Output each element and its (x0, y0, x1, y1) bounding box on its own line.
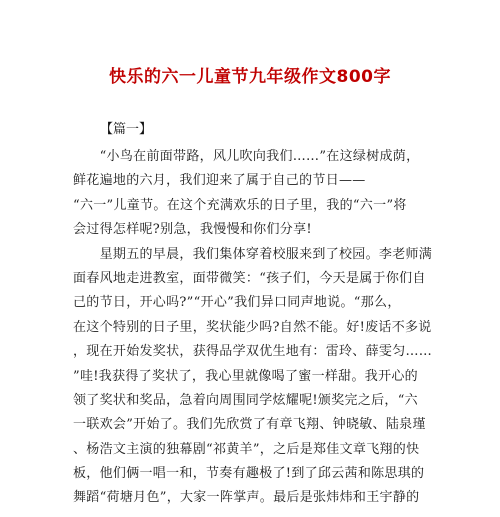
text-line: 鲜花遍地的六月，我们迎来了属于自己的节日—— (73, 173, 366, 189)
body-text (73, 145, 433, 511)
text-line: 会过得怎样呢?别急，我慢慢和你们分享! (73, 222, 312, 238)
text-line: 舞蹈“荷塘月色”，大家一阵掌声。最后是张炜炜和王宇静的 (73, 490, 420, 506)
text-line: 一联欢会”开始了。我们先欣赏了有章飞翔、钟晓敏、陆泉瑾 (73, 417, 426, 433)
text-line: 板，他们俩一唱一和，节奏有趣极了!到了邱云茜和陈思琪的 (73, 466, 425, 482)
text-line: ，现在开始发奖状，获得品学双优生地有：雷玲、薛雯匀…… (73, 344, 433, 360)
text-line: ”哇!我获得了奖状了，我心里就像喝了蜜一样甜。我开心的 (73, 368, 418, 384)
text-line: “六一”儿童节。在这个充满欢乐的日子里，我的“六一”将 (73, 197, 407, 213)
text-line: 己的节日，开心吗?”“开心”我们异口同声地说。“那么， (73, 295, 401, 311)
text-line: 星期五的早晨，我们集体穿着校服来到了校园。李老师满 (73, 246, 433, 262)
text-line: 面春风地走进教室，面带微笑：“孩子们，今天是属于你们自 (73, 270, 426, 286)
text-line: 、杨浩文主演的独幕剧“祁黄羊”，之后是郑佳文章飞翔的快 (73, 441, 420, 457)
text-line: “小鸟在前面带路，风儿吹向我们……”在这绿树成荫， (73, 149, 420, 164)
section-label: 【篇一】 (100, 122, 153, 137)
document-title: 快乐的六一儿童节九年级作文800字 (109, 67, 391, 87)
text-line: 领了奖状和奖品，急着向周围同学炫耀呢!颁奖完之后，“六 (73, 392, 418, 408)
text-line: 在这个特别的日子里，奖状能少吗?自然不能。好!废话不多说 (73, 319, 432, 335)
